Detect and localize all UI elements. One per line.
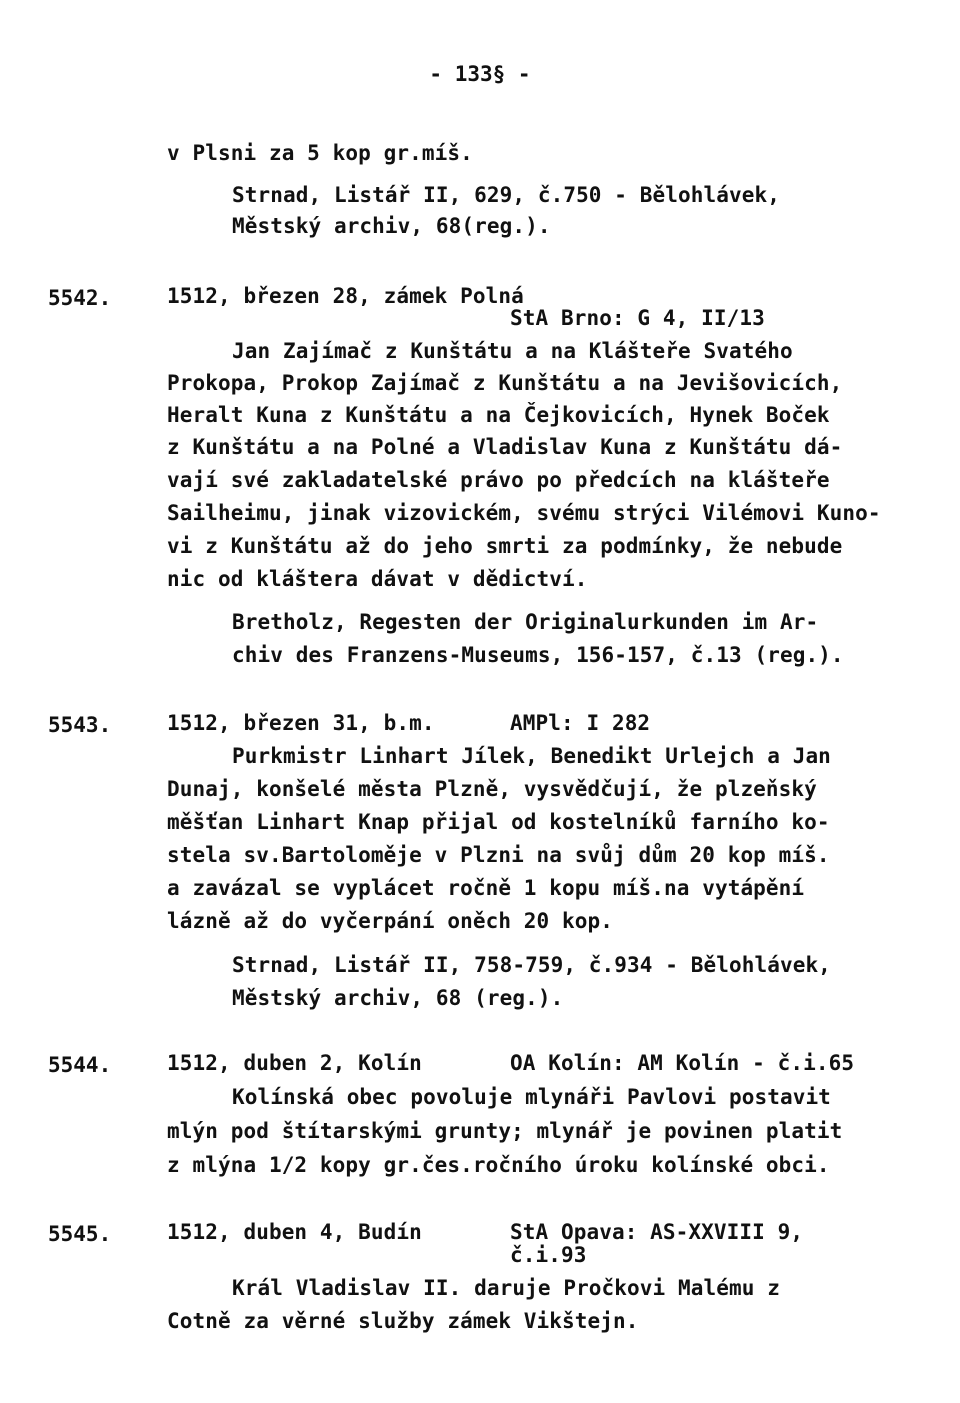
entry-body-line: a zavázal se vyplácet ročně 1 kopu míš.na vytápění bbox=[167, 876, 805, 900]
entry-number: 5544. bbox=[48, 1053, 112, 1077]
entry-body-line: stela sv.Bartoloměje v Plzni na svůj dům 20 kop míš. bbox=[167, 843, 830, 867]
entry-body-line: lázně až do vyčerpání oněch 20 kop. bbox=[167, 909, 614, 933]
entry-body-line: vají své zakladatelské právo po předcích na klášteře bbox=[167, 468, 830, 492]
entry-number: 5543. bbox=[48, 713, 112, 737]
entry-date-place: 1512, březen 28, zámek Polná bbox=[167, 284, 524, 308]
continuation-source-line: Městský archiv, 68(reg.). bbox=[232, 214, 551, 238]
entry-archive: StA Brno: G 4, II/13 bbox=[510, 306, 765, 330]
entry-source-line: Městský archiv, 68 (reg.). bbox=[232, 986, 564, 1010]
entry-body-line: Heralt Kuna z Kunštátu a na Čejkovicích, Hynek Boček bbox=[167, 403, 830, 427]
entry-source-line: chiv des Franzens-Museums, 156-157, č.13 (reg.). bbox=[232, 643, 844, 667]
entry-body-line: Cotně za věrné služby zámek Vikštejn. bbox=[167, 1309, 639, 1333]
entry-body-line: Kolínská obec povoluje mlynáři Pavlovi postavit bbox=[232, 1085, 831, 1109]
entry-number: 5542. bbox=[48, 286, 112, 310]
entry-archive: č.i.93 bbox=[510, 1243, 587, 1267]
entry-archive: StA Opava: AS-XXVIII 9, bbox=[510, 1220, 804, 1244]
continuation-text: v Plsni za 5 kop gr.míš. bbox=[167, 141, 473, 165]
entry-body-line: Sailheimu, jinak vizovickém, svému strýci Vilémovi Kuno- bbox=[167, 501, 881, 525]
entry-body-line: Purkmistr Linhart Jílek, Benedikt Urlejch a Jan bbox=[232, 744, 831, 768]
entry-archive: OA Kolín: AM Kolín - č.i.65 bbox=[510, 1051, 855, 1075]
entry-body-line: Jan Zajímač z Kunštátu a na Klášteře Svatého bbox=[232, 339, 793, 363]
entry-date-place: 1512, duben 2, Kolín bbox=[167, 1051, 422, 1075]
entry-source-line: Strnad, Listář II, 758-759, č.934 - Bělohlávek, bbox=[232, 953, 831, 977]
entry-body-line: Prokopa, Prokop Zajímač z Kunštátu a na Jevišovicích, bbox=[167, 371, 843, 395]
entry-source-line: Bretholz, Regesten der Originalurkunden im Ar- bbox=[232, 610, 819, 634]
entry-body-line: měšťan Linhart Knap přijal od kostelníků farního ko- bbox=[167, 810, 830, 834]
continuation-source-line: Strnad, Listář II, 629, č.750 - Bělohlávek, bbox=[232, 183, 780, 207]
entry-number: 5545. bbox=[48, 1222, 112, 1246]
entry-body-line: nic od kláštera dávat v dědictví. bbox=[167, 567, 588, 591]
entry-archive: AMPl: I 282 bbox=[510, 711, 651, 735]
entry-body-line: vi z Kunštátu až do jeho smrti za podmínky, že nebude bbox=[167, 534, 843, 558]
entry-body-line: z mlýna 1/2 kopy gr.čes.ročního úroku kolínské obci. bbox=[167, 1153, 830, 1177]
entry-date-place: 1512, březen 31, b.m. bbox=[167, 711, 435, 735]
page-number: - 133§ - bbox=[429, 62, 531, 86]
entry-body-line: Dunaj, konšelé města Plzně, vysvědčují, že plzeňský bbox=[167, 777, 817, 801]
entry-body-line: Král Vladislav II. daruje Pročkovi Malému z bbox=[232, 1276, 780, 1300]
entry-body-line: z Kunštátu a na Polné a Vladislav Kuna z Kunštátu dá- bbox=[167, 435, 843, 459]
entry-body-line: mlýn pod štítarskými grunty; mlynář je povinen platit bbox=[167, 1119, 843, 1143]
entry-date-place: 1512, duben 4, Budín bbox=[167, 1220, 422, 1244]
